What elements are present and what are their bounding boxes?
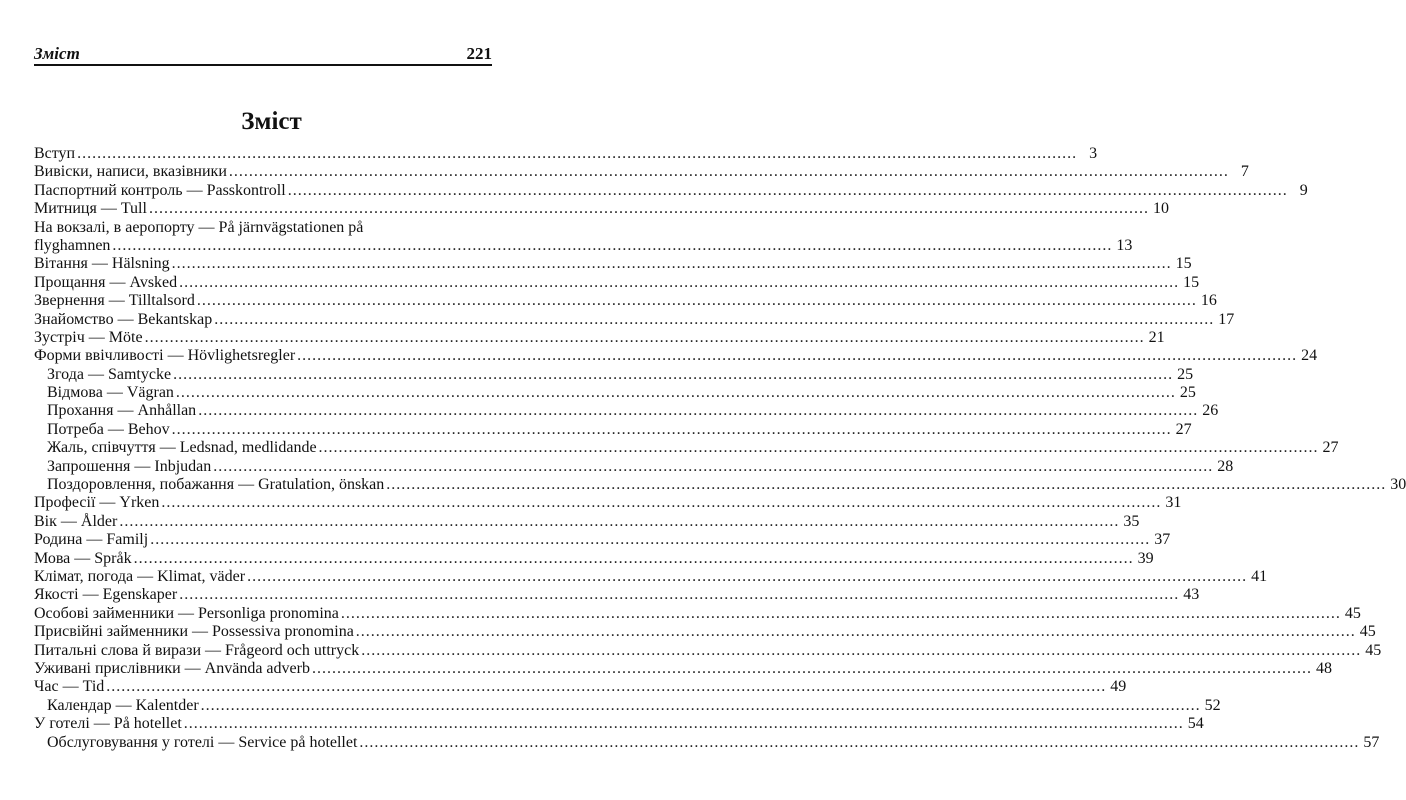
toc-entry	[34, 659, 1332, 678]
toc-entry-label-continued: flyghamnen	[34, 236, 111, 254]
dot-leader: ........................................................................................................................................................................................................	[183, 715, 1184, 733]
toc-entry	[34, 531, 1171, 549]
dot-leader: ........................................................................................................................................................................................................	[361, 641, 1362, 659]
toc-entry-label: Календар — Kalentder	[47, 696, 199, 714]
toc-entry-page: 54	[1187, 715, 1204, 733]
toc-entry	[34, 476, 1406, 494]
toc-entry-label: Зустріч — Möte	[34, 328, 143, 346]
toc-entry-label: Професії — Yrken	[34, 494, 160, 512]
toc-entry-label: Вступ	[34, 145, 76, 162]
toc-entry-page: 27	[1175, 420, 1192, 438]
toc-entry-label: Вік — Ålder	[34, 512, 118, 530]
dot-leader: ........................................................................................................................................................................................................	[196, 292, 1197, 310]
toc-entry-label: Родина — Familj	[34, 531, 149, 549]
dot-leader: ........................................................................................................................................................................................................	[297, 347, 1298, 365]
toc-entry-label: Митниця — Tull	[34, 200, 147, 218]
toc-entry-label: Час — Tid	[34, 678, 105, 696]
dot-leader: ........................................................................................................................................................................................................	[77, 145, 1078, 162]
toc-entry-label: Знайомство — Bekantskap	[34, 310, 213, 328]
dot-leader: ........................................................................................................................................................................................................	[200, 696, 1201, 714]
toc-entry-page: 31	[1165, 494, 1182, 512]
toc-entry	[34, 310, 1235, 329]
toc-entry-page: 15	[1183, 273, 1200, 291]
dot-leader: ........................................................................................................................................................................................................	[228, 163, 1229, 181]
toc-entry-page: 25	[1179, 384, 1196, 402]
toc-entry	[34, 347, 1318, 365]
toc-entry-page: 45	[1359, 623, 1376, 641]
toc-entry-page: 27	[1322, 439, 1339, 457]
toc-entry-page: 28	[1217, 457, 1234, 475]
toc-entry-label: Жаль, співчуття — Ledsnad, medlidande	[47, 439, 317, 457]
toc-entry-label: Відмова — Vägran	[47, 384, 174, 402]
toc-entry-page: 7	[1240, 163, 1249, 181]
dot-leader: ........................................................................................................................................................................................................	[150, 531, 1151, 549]
toc-entry-page: 10	[1152, 200, 1169, 218]
toc-entry	[34, 365, 1194, 384]
toc-entry	[34, 218, 1133, 256]
toc-entry	[34, 604, 1361, 623]
toc-entry-page: 26	[1202, 402, 1219, 420]
toc-entry-page: 13	[1116, 236, 1133, 254]
page-title: Зміст	[241, 108, 302, 135]
toc-entry	[34, 420, 1192, 439]
toc-entry-page: 35	[1123, 512, 1140, 530]
dot-leader: ........................................................................................................................................................................................................	[144, 328, 1145, 346]
table-of-contents	[34, 145, 1406, 752]
toc-entry-label: Поздоровлення, побажання — Gratulation, önskan	[47, 476, 385, 494]
toc-entry-label: На вокзалі, в аеропорту — På järnvägstationen på	[34, 218, 364, 236]
toc-entry-page: 24	[1301, 347, 1318, 365]
toc-entry	[34, 181, 1308, 200]
toc-entry-label: Вивіски, написи, вказівники	[34, 163, 227, 181]
toc-entry-label: Питальні слова й вирази — Frågeord och uttryck	[34, 641, 360, 659]
toc-entry	[34, 696, 1221, 715]
toc-entry	[34, 512, 1140, 531]
toc-entry	[34, 384, 1196, 402]
dot-leader: ........................................................................................................................................................................................................	[173, 365, 1174, 383]
dot-leader: ........................................................................................................................................................................................................	[148, 200, 1149, 218]
toc-entry-page: 16	[1200, 292, 1217, 310]
toc-entry	[34, 328, 1165, 347]
dot-leader: ........................................................................................................................................................................................................	[161, 494, 1162, 512]
dot-leader: ........................................................................................................................................................................................................	[112, 236, 1113, 254]
toc-entry	[34, 457, 1234, 476]
dot-leader: ........................................................................................................................................................................................................	[179, 273, 1180, 291]
dot-leader: ........................................................................................................................................................................................................	[386, 476, 1387, 494]
dot-leader: ........................................................................................................................................................................................................	[175, 384, 1176, 402]
toc-entry-label: Паспортний контроль — Passkontroll	[34, 181, 286, 199]
toc-entry	[34, 549, 1154, 568]
toc-entry-label: Мова — Språk	[34, 549, 132, 567]
toc-entry-label: Прохання — Anhållan	[47, 402, 197, 420]
toc-entry-page: 49	[1110, 678, 1127, 696]
toc-entry-page: 39	[1137, 549, 1154, 567]
dot-leader: ........................................................................................................................................................................................................	[214, 310, 1215, 328]
toc-entry-page: 25	[1177, 365, 1194, 383]
toc-entry-page: 3	[1089, 145, 1098, 162]
toc-entry-page: 41	[1251, 567, 1268, 585]
toc-entry-label: Згода — Samtycke	[47, 365, 172, 383]
toc-entry-page: 52	[1204, 696, 1221, 714]
dot-leader: ........................................................................................................................................................................................................	[213, 457, 1214, 475]
dot-leader: ........................................................................................................................................................................................................	[311, 659, 1312, 677]
toc-entry	[34, 273, 1200, 292]
toc-entry-page: 30	[1390, 476, 1406, 494]
dot-leader: ........................................................................................................................................................................................................	[119, 512, 1120, 530]
toc-entry	[34, 678, 1127, 696]
running-title: Зміст	[34, 44, 80, 63]
toc-entry-page: 45	[1344, 604, 1361, 622]
toc-entry-label: Присвійні займенники — Possessiva pronomina	[34, 623, 354, 641]
toc-entry-label: Клімат, погода — Klimat, väder	[34, 567, 246, 585]
dot-leader: ........................................................................................................................................................................................................	[179, 586, 1180, 604]
dot-leader: ........................................................................................................................................................................................................	[287, 181, 1288, 199]
toc-entry-label: Запрошення — Inbjudan	[47, 457, 212, 475]
dot-leader: ........................................................................................................................................................................................................	[171, 420, 1172, 438]
dot-leader: ........................................................................................................................................................................................................	[340, 604, 1341, 622]
toc-entry-page: 45	[1365, 641, 1382, 659]
dot-leader: ........................................................................................................................................................................................................	[198, 402, 1199, 420]
dot-leader: ........................................................................................................................................................................................................	[318, 439, 1319, 457]
page-number: 221	[466, 44, 492, 63]
toc-entry-page: 21	[1148, 328, 1165, 346]
toc-entry-label: Форми ввічливості — Hövlighetsregler	[34, 347, 296, 365]
toc-entry	[34, 494, 1182, 512]
dot-leader: ........................................................................................................................................................................................................	[133, 549, 1134, 567]
toc-entry	[34, 145, 1098, 163]
toc-entry	[34, 402, 1219, 420]
toc-entry	[34, 439, 1339, 457]
dot-leader: ........................................................................................................................................................................................................	[355, 623, 1356, 641]
toc-entry	[34, 623, 1376, 641]
toc-entry-label: Прощання — Avsked	[34, 273, 178, 291]
toc-entry-label: Потреба — Behov	[47, 420, 170, 438]
toc-entry	[34, 733, 1380, 752]
toc-entry-label: Уживані прислівники — Använda adverb	[34, 659, 310, 677]
toc-entry	[34, 200, 1169, 218]
toc-entry-label: Якості — Egenskaper	[34, 586, 178, 604]
toc-entry	[34, 292, 1217, 310]
dot-leader: ........................................................................................................................................................................................................	[171, 255, 1172, 273]
toc-entry-label: Вітання — Hälsning	[34, 255, 170, 273]
dot-leader: ........................................................................................................................................................................................................	[359, 733, 1360, 751]
toc-entry-page: 48	[1315, 659, 1332, 677]
toc-entry-page: 57	[1363, 733, 1380, 751]
toc-entry	[34, 163, 1249, 181]
toc-entry-label: Особові займенники — Personliga pronomina	[34, 604, 339, 622]
dot-leader: ........................................................................................................................................................................................................	[106, 678, 1107, 696]
toc-entry-label: Обслуговування у готелі — Service på hotellet	[47, 733, 358, 751]
toc-entry-label: Звернення — Tilltalsord	[34, 292, 195, 310]
toc-entry	[34, 715, 1204, 733]
toc-entry	[34, 255, 1192, 273]
toc-entry	[34, 641, 1382, 660]
toc-entry	[34, 586, 1200, 604]
toc-entry	[34, 567, 1268, 586]
toc-entry-label: У готелі — På hotellet	[34, 715, 182, 733]
toc-entry-page: 9	[1299, 181, 1308, 199]
toc-entry-page: 15	[1175, 255, 1192, 273]
toc-entry-page: 17	[1218, 310, 1235, 328]
dot-leader: ........................................................................................................................................................................................................	[247, 567, 1248, 585]
toc-entry-page: 43	[1183, 586, 1200, 604]
toc-entry-page: 37	[1154, 531, 1171, 549]
running-header	[34, 44, 492, 66]
